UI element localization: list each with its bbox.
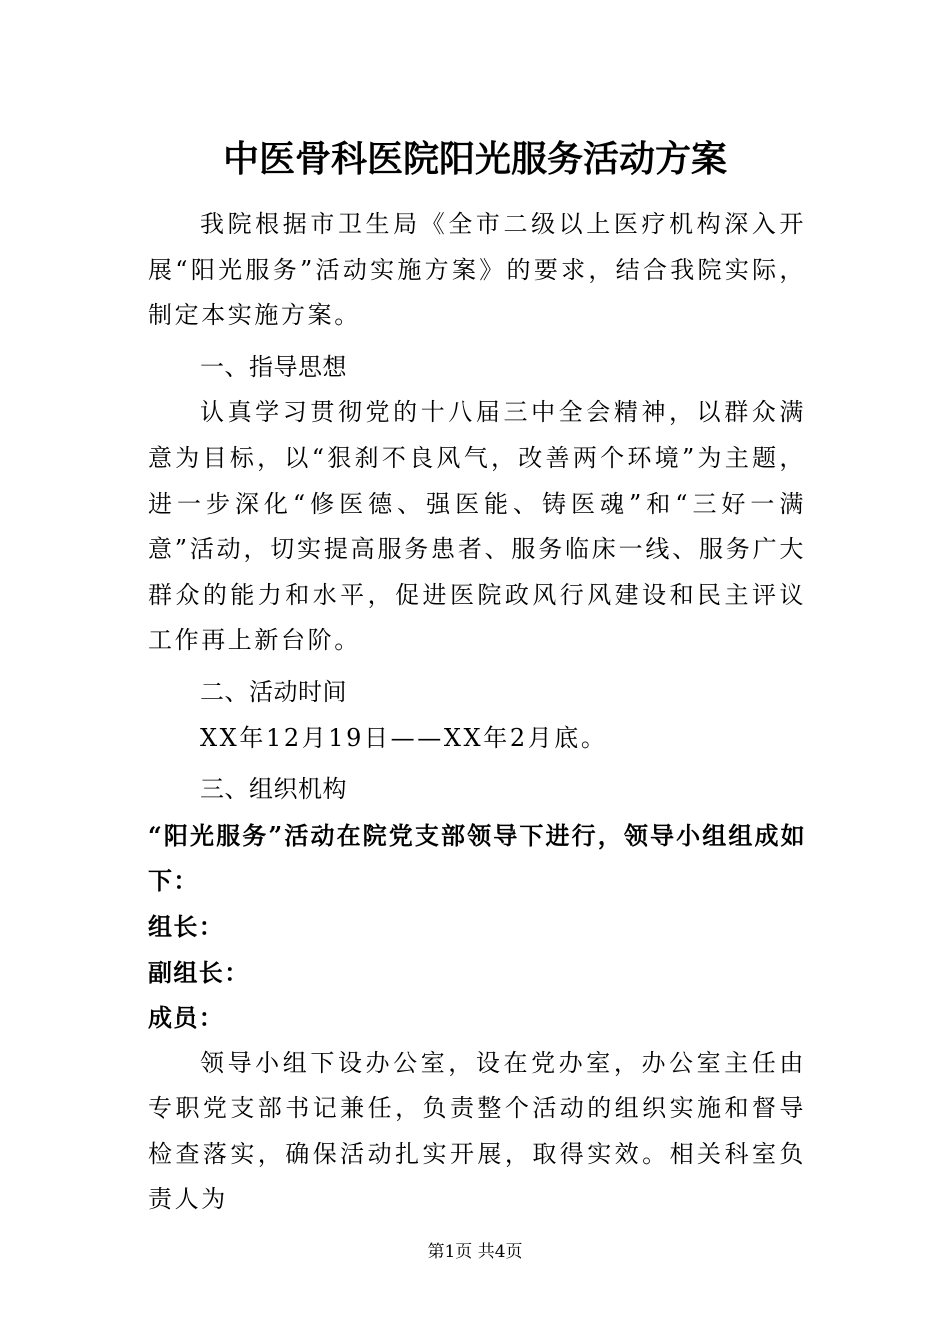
page-number-footer: 第1页 共4页 xyxy=(427,1242,523,1262)
deputy-leader-line: 副组长： xyxy=(148,957,250,987)
intro-paragraph: 我院根据市卫生局《全市二级以上医疗机构深入开展“阳光服务”活动实施方案》的要求，结合我院实际，制定本实施方案。 xyxy=(148,210,806,330)
group-leader-line: 组长： xyxy=(148,911,225,941)
document-title: 中医骨科医院阳光服务活动方案 xyxy=(222,138,727,180)
section-heading-activity-time: 二、活动时间 xyxy=(200,677,347,706)
section-heading-guiding-thought: 一、指导思想 xyxy=(200,352,347,381)
organization-lead-paragraph: “阳光服务”活动在院党支部领导下进行，领导小组组成如下： xyxy=(148,820,806,896)
document-body xyxy=(148,202,806,1223)
activity-time-paragraph: XX年12月19日——XX年2月底。 xyxy=(200,723,608,752)
guiding-thought-paragraph: 认真学习贯彻党的十八届三中全会精神，以群众满意为目标，以“狠刹不良风气，改善两个环境”为主题，进一步深化“修医德、强医能、铸医魂”和“三好一满意”活动，切实提高服务患者、服务临床一线、服务广大群众的能力和水平，促进医院政风行风建设和民主评议工作再上新台阶。 xyxy=(148,398,806,655)
section-heading-organization: 三、组织机构 xyxy=(200,775,347,804)
members-line: 成员： xyxy=(148,1003,225,1033)
office-paragraph: 领导小组下设办公室，设在党办室，办公室主任由专职党支部书记兼任，负责整个活动的组织实施和督导检查落实，确保活动扎实开展，取得实效。相关科室负责人为 xyxy=(148,1048,806,1214)
